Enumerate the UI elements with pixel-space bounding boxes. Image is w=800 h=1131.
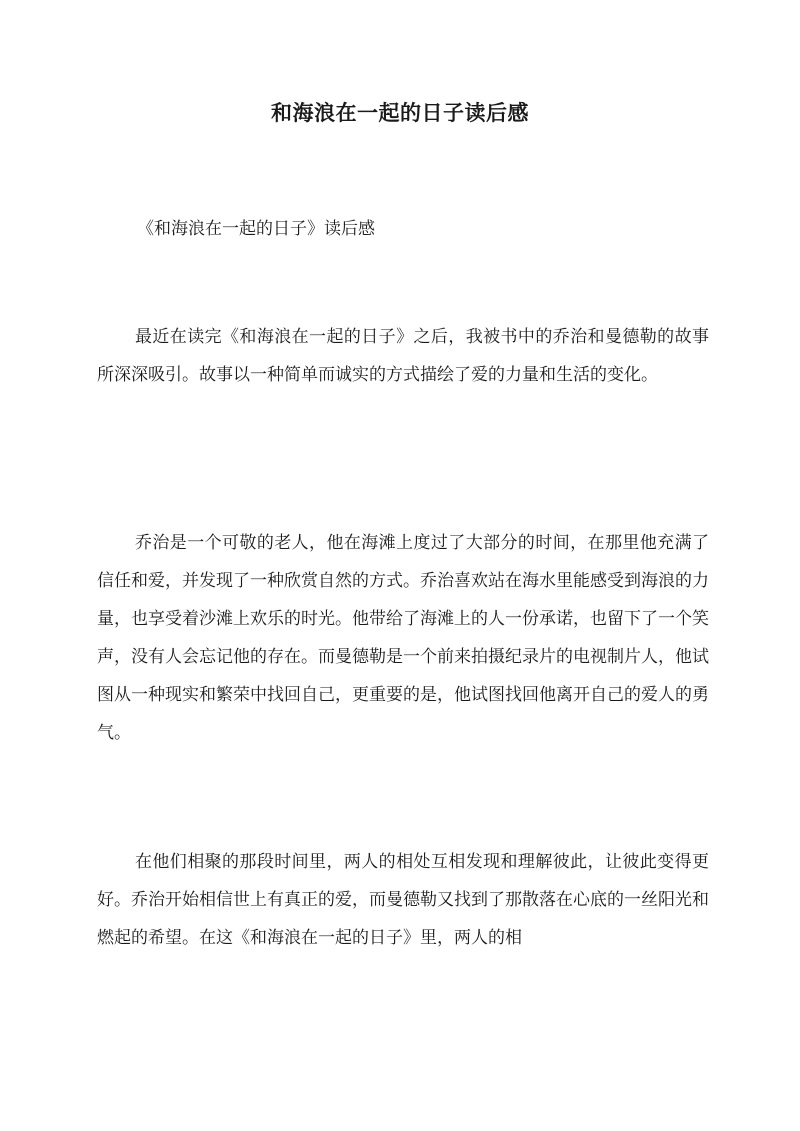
- paragraph-2: 乔治是一个可敬的老人，他在海滩上度过了大部分的时间，在那里他充满了信任和爱，并发现了一种欣赏自然的方式。乔治喜欢站在海水里能感受到海浪的力量，也享受着沙滩上欢乐的时光。他带给了海滩上的人一份承诺，也留下了一个笑声，没有人会忘记他的存在。而曼德勒是一个前来拍摄纪录片的电视制片人，他试图从一种现实和繁荣中找回自己，更重要的是，他试图找回他离开自己的爱人的勇气。: [97, 533, 709, 743]
- paragraph-1: 最近在读完《和海浪在一起的日子》之后，我被书中的乔治和曼德勒的故事所深深吸引。故事以一种简单而诚实的方式描绘了爱的力量和生活的变化。: [97, 327, 709, 385]
- paragraph-3: 在他们相聚的那段时间里，两人的相处互相发现和理解彼此，让彼此变得更好。乔治开始相信世上有真正的爱，而曼德勒又找到了那散落在心底的一丝阳光和燃起的希望。在这《和海浪在一起的日子》里，两人的相: [97, 852, 709, 948]
- document-subtitle: 《和海浪在一起的日子》读后感: [137, 219, 375, 239]
- document-title: 和海浪在一起的日子读后感: [271, 100, 529, 125]
